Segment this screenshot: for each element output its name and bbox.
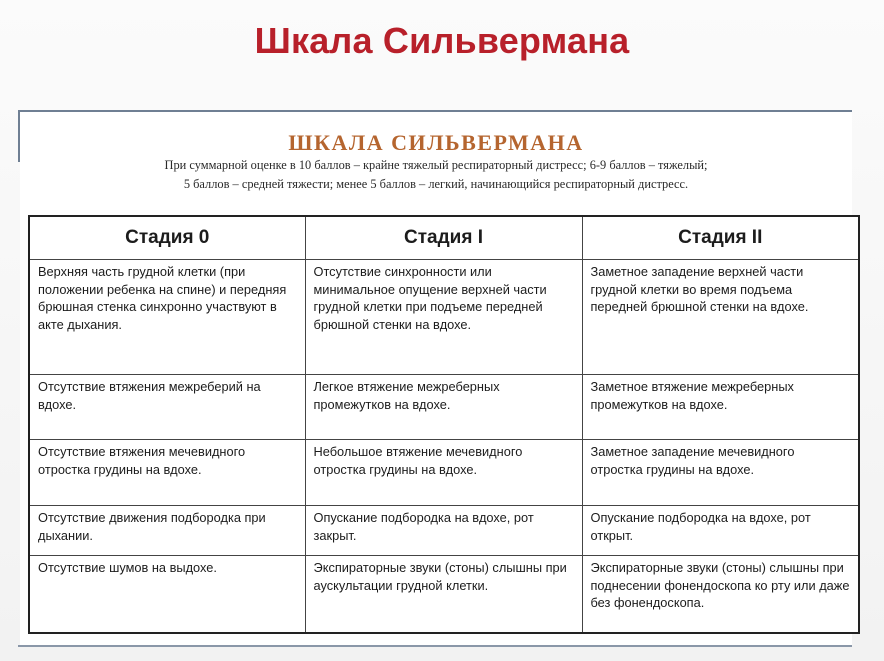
- table-cell: Отсутствие втяжения межреберий на вдохе.: [29, 375, 305, 440]
- scale-note-line-2: 5 баллов – средней тяжести; менее 5 баллов – легкий, начинающийся респираторный дистресс.: [183, 177, 689, 191]
- table-cell: Опускание подбородка на вдохе, рот закрыт.: [305, 506, 582, 556]
- table-row: [29, 375, 859, 440]
- table-cell: Заметное западение мечевидного отростка грудины на вдохе.: [582, 440, 859, 506]
- table-cell: Легкое втяжение межреберных промежутков на вдохе.: [305, 375, 582, 440]
- column-header-stage-2: Стадия II: [582, 216, 859, 260]
- table-cell: Отсутствие движения подбородка при дыхании.: [29, 506, 305, 556]
- silverman-table: [28, 215, 860, 634]
- column-header-stage-1: Стадия I: [305, 216, 582, 260]
- table-cell: Верхняя часть грудной клетки (при положении ребенка на спине) и передняя брюшная стенка синхронно участвуют в акте дыхания.: [29, 260, 305, 375]
- table-cell: Заметное западение верхней части грудной клетки во время подъема передней брюшной стенки на вдохе.: [582, 260, 859, 375]
- scale-heading: ШКАЛА СИЛЬВЕРМАНА: [288, 130, 584, 155]
- frame-bottom-line: [18, 645, 852, 647]
- slide-title: Шкала Сильвермана: [254, 20, 630, 61]
- table-cell: Отсутствие синхронности или минимальное опущение верхней части грудной клетки при подъеме передней брюшной стенки на вдохе.: [305, 260, 582, 375]
- table-cell: Отсутствие шумов на выдохе.: [29, 556, 305, 634]
- table-cell: Опускание подбородка на вдохе, рот открыт.: [582, 506, 859, 556]
- column-header-stage-0: Стадия 0: [29, 216, 305, 260]
- table-row: [29, 440, 859, 506]
- table-cell: Небольшое втяжение мечевидного отростка грудины на вдохе.: [305, 440, 582, 506]
- table-row: [29, 260, 859, 375]
- table-row: [29, 556, 859, 634]
- table-cell: Отсутствие втяжения мечевидного отростка грудины на вдохе.: [29, 440, 305, 506]
- scale-note-line-1: При суммарной оценке в 10 баллов – крайне тяжелый респираторный дистресс; 6-9 баллов – тяжелый;: [164, 158, 708, 172]
- table-cell: Заметное втяжение межреберных промежутков на вдохе.: [582, 375, 859, 440]
- table-cell: Экспираторные звуки (стоны) слышны при поднесении фонендоскопа ко рту или даже без фонендоскопа.: [582, 556, 859, 634]
- table-header-row: [29, 216, 859, 260]
- scale-note: [50, 156, 822, 194]
- frame-left-line: [18, 110, 20, 162]
- table-cell: Экспираторные звуки (стоны) слышны при аускультации грудной клетки.: [305, 556, 582, 634]
- frame-top-line: [18, 110, 852, 112]
- scale-figure: [20, 112, 852, 645]
- table-row: [29, 506, 859, 556]
